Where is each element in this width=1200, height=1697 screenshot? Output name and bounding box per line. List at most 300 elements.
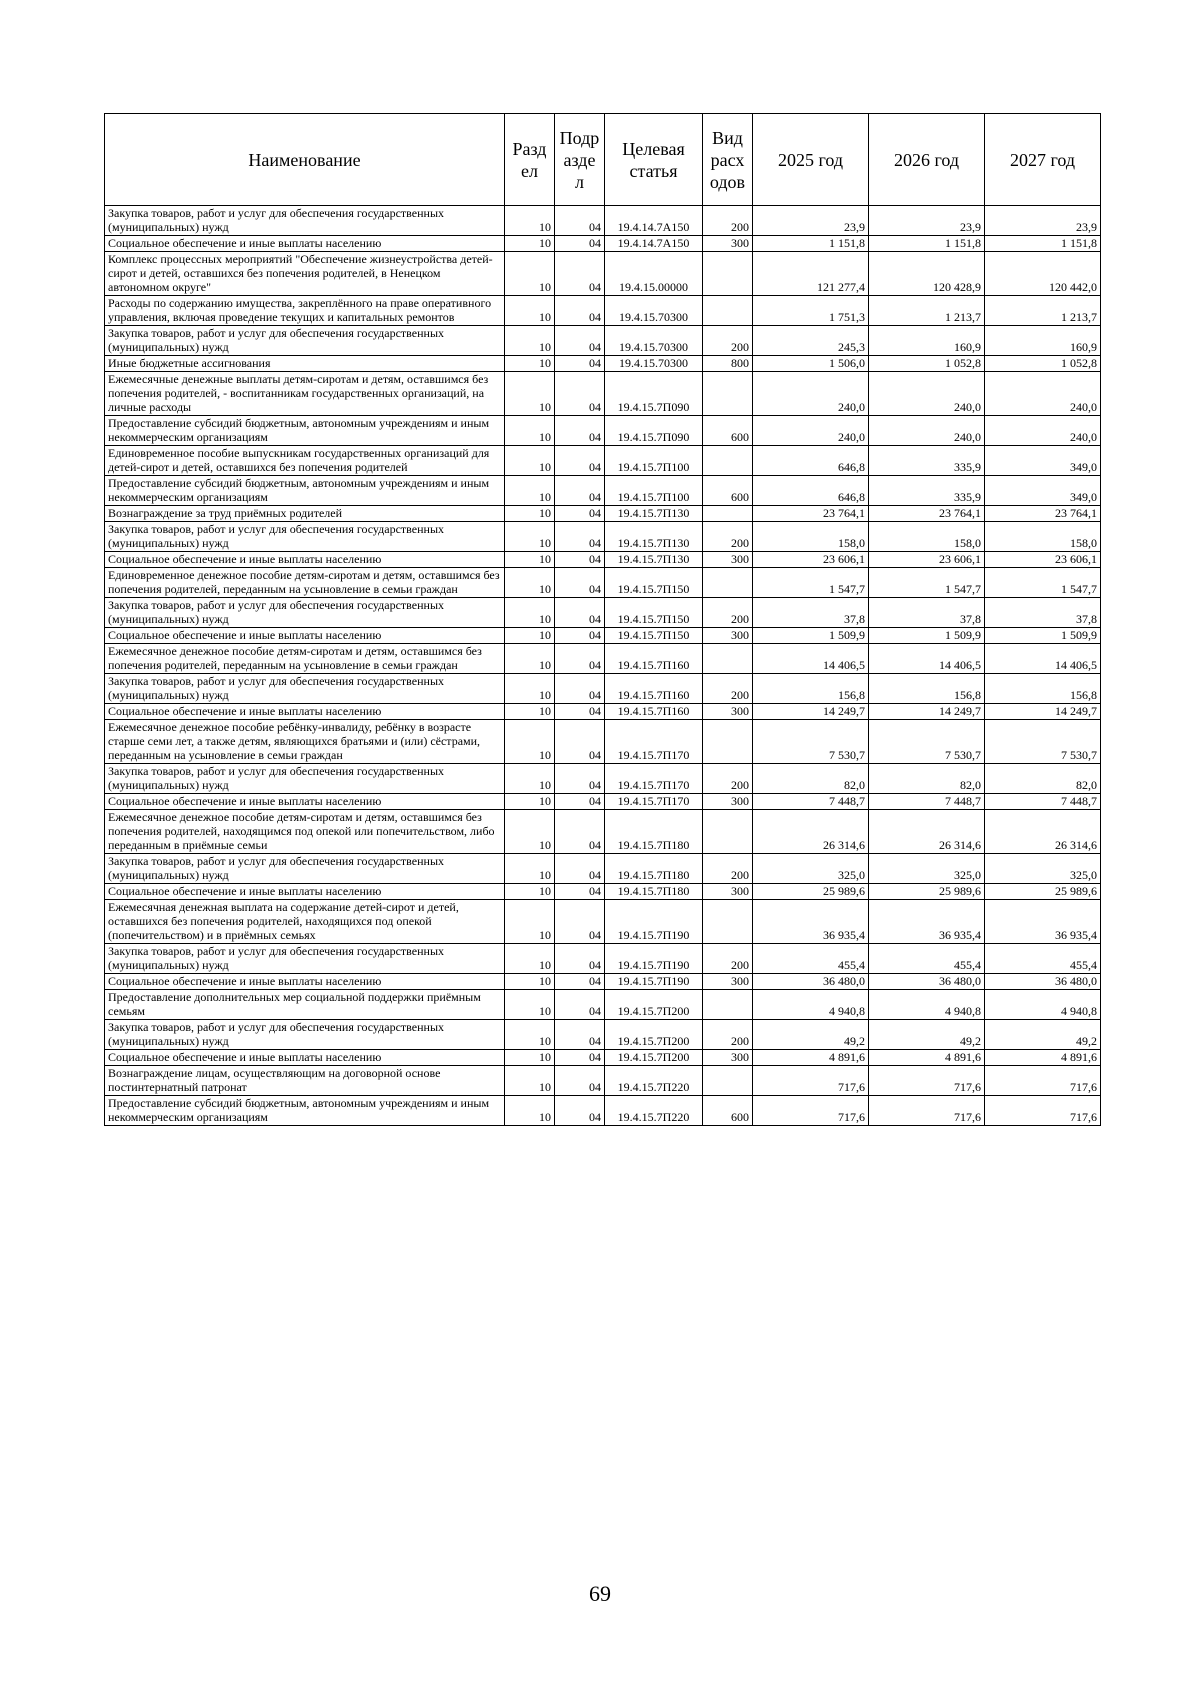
cell-target-item: 19.4.15.7П090	[605, 416, 703, 446]
header-name: Наименование	[105, 114, 505, 206]
cell-subsection: 04	[555, 644, 605, 674]
cell-name: Закупка товаров, работ и услуг для обеспечения государственных (муниципальных) нужд	[105, 764, 505, 794]
cell-name: Предоставление субсидий бюджетным, автономным учреждениям и иным некоммерческим организациям	[105, 476, 505, 506]
cell-expense-type: 300	[703, 974, 753, 990]
table-row	[105, 506, 1101, 522]
cell-subsection: 04	[555, 372, 605, 416]
cell-section: 10	[505, 1096, 555, 1126]
cell-year-2027: 23,9	[985, 206, 1101, 236]
table-row	[105, 794, 1101, 810]
cell-year-2025: 646,8	[753, 446, 869, 476]
cell-expense-type: 600	[703, 416, 753, 446]
cell-section: 10	[505, 252, 555, 296]
cell-target-item: 19.4.15.7П160	[605, 674, 703, 704]
cell-target-item: 19.4.15.7П200	[605, 1050, 703, 1066]
cell-expense-type: 800	[703, 356, 753, 372]
cell-year-2025: 23 764,1	[753, 506, 869, 522]
cell-subsection: 04	[555, 522, 605, 552]
cell-year-2025: 7 448,7	[753, 794, 869, 810]
table-row	[105, 552, 1101, 568]
cell-subsection: 04	[555, 326, 605, 356]
cell-expense-type: 300	[703, 236, 753, 252]
cell-year-2026: 25 989,6	[869, 884, 985, 900]
cell-section: 10	[505, 990, 555, 1020]
table-row	[105, 372, 1101, 416]
cell-year-2026: 4 891,6	[869, 1050, 985, 1066]
cell-target-item: 19.4.15.00000	[605, 252, 703, 296]
cell-name: Предоставление субсидий бюджетным, автономным учреждениям и иным некоммерческим организациям	[105, 416, 505, 446]
cell-year-2027: 4 940,8	[985, 990, 1101, 1020]
cell-subsection: 04	[555, 1096, 605, 1126]
cell-name: Социальное обеспечение и иные выплаты населению	[105, 628, 505, 644]
cell-subsection: 04	[555, 552, 605, 568]
cell-year-2025: 36 935,4	[753, 900, 869, 944]
cell-name: Ежемесячная денежная выплата на содержание детей-сирот и детей, оставшихся без попечения родителей, находящихся под опекой (попечительством) и в приёмных семьях	[105, 900, 505, 944]
cell-year-2027: 37,8	[985, 598, 1101, 628]
cell-subsection: 04	[555, 720, 605, 764]
header-section: Разд ел	[505, 114, 555, 206]
cell-year-2025: 717,6	[753, 1096, 869, 1126]
cell-expense-type: 200	[703, 854, 753, 884]
cell-year-2026: 36 480,0	[869, 974, 985, 990]
cell-subsection: 04	[555, 704, 605, 720]
cell-name: Ежемесячное денежное пособие детям-сиротам и детям, оставшимся без попечения родителей, переданным на усыновление в семьи граждан	[105, 644, 505, 674]
cell-year-2025: 1 506,0	[753, 356, 869, 372]
cell-section: 10	[505, 900, 555, 944]
cell-year-2025: 1 509,9	[753, 628, 869, 644]
cell-year-2025: 36 480,0	[753, 974, 869, 990]
cell-year-2025: 4 891,6	[753, 1050, 869, 1066]
cell-target-item: 19.4.15.7П150	[605, 568, 703, 598]
cell-year-2027: 49,2	[985, 1020, 1101, 1050]
cell-section: 10	[505, 416, 555, 446]
cell-year-2027: 158,0	[985, 522, 1101, 552]
table-row	[105, 884, 1101, 900]
cell-target-item: 19.4.15.7П220	[605, 1096, 703, 1126]
cell-section: 10	[505, 356, 555, 372]
cell-section: 10	[505, 326, 555, 356]
cell-expense-type: 200	[703, 326, 753, 356]
cell-name: Закупка товаров, работ и услуг для обеспечения государственных (муниципальных) нужд	[105, 944, 505, 974]
cell-target-item: 19.4.15.7П200	[605, 1020, 703, 1050]
cell-target-item: 19.4.15.7П160	[605, 704, 703, 720]
cell-section: 10	[505, 944, 555, 974]
cell-target-item: 19.4.15.7П180	[605, 810, 703, 854]
cell-name: Социальное обеспечение и иные выплаты населению	[105, 704, 505, 720]
cell-year-2026: 23 764,1	[869, 506, 985, 522]
table-row	[105, 764, 1101, 794]
cell-subsection: 04	[555, 1050, 605, 1066]
cell-expense-type: 600	[703, 476, 753, 506]
cell-year-2026: 455,4	[869, 944, 985, 974]
cell-name: Закупка товаров, работ и услуг для обеспечения государственных (муниципальных) нужд	[105, 674, 505, 704]
cell-name: Закупка товаров, работ и услуг для обеспечения государственных (муниципальных) нужд	[105, 522, 505, 552]
cell-section: 10	[505, 810, 555, 854]
cell-target-item: 19.4.15.7П150	[605, 628, 703, 644]
cell-year-2027: 14 249,7	[985, 704, 1101, 720]
cell-year-2026: 26 314,6	[869, 810, 985, 854]
cell-name: Ежемесячное денежное пособие детям-сиротам и детям, оставшимся без попечения родителей, находящимся под опекой или попечительством, либо переданным в приёмные семьи	[105, 810, 505, 854]
cell-year-2026: 240,0	[869, 372, 985, 416]
cell-target-item: 19.4.15.70300	[605, 326, 703, 356]
cell-target-item: 19.4.15.7П160	[605, 644, 703, 674]
table-row	[105, 854, 1101, 884]
cell-section: 10	[505, 598, 555, 628]
cell-year-2027: 23 606,1	[985, 552, 1101, 568]
table-row	[105, 674, 1101, 704]
cell-subsection: 04	[555, 296, 605, 326]
cell-target-item: 19.4.15.7П170	[605, 794, 703, 810]
cell-year-2026: 7 530,7	[869, 720, 985, 764]
cell-target-item: 19.4.15.7П130	[605, 552, 703, 568]
cell-expense-type: 200	[703, 764, 753, 794]
cell-subsection: 04	[555, 1066, 605, 1096]
table-row	[105, 644, 1101, 674]
cell-year-2025: 1 151,8	[753, 236, 869, 252]
table-row	[105, 1066, 1101, 1096]
table-row	[105, 476, 1101, 506]
cell-expense-type	[703, 506, 753, 522]
cell-year-2025: 240,0	[753, 372, 869, 416]
cell-expense-type: 200	[703, 522, 753, 552]
cell-year-2026: 14 406,5	[869, 644, 985, 674]
cell-expense-type	[703, 446, 753, 476]
cell-name: Закупка товаров, работ и услуг для обеспечения государственных (муниципальных) нужд	[105, 854, 505, 884]
cell-name: Вознаграждение лицам, осуществляющим на договорной основе постинтернатный патронат	[105, 1066, 505, 1096]
cell-expense-type: 300	[703, 794, 753, 810]
cell-year-2027: 4 891,6	[985, 1050, 1101, 1066]
cell-year-2025: 25 989,6	[753, 884, 869, 900]
cell-year-2025: 1 547,7	[753, 568, 869, 598]
cell-name: Закупка товаров, работ и услуг для обеспечения государственных (муниципальных) нужд	[105, 326, 505, 356]
cell-year-2025: 26 314,6	[753, 810, 869, 854]
cell-target-item: 19.4.14.7А150	[605, 206, 703, 236]
cell-year-2025: 14 249,7	[753, 704, 869, 720]
table-row	[105, 720, 1101, 764]
cell-name: Вознаграждение за труд приёмных родителей	[105, 506, 505, 522]
cell-year-2026: 1 052,8	[869, 356, 985, 372]
cell-subsection: 04	[555, 206, 605, 236]
table-header-row	[105, 114, 1101, 206]
cell-target-item: 19.4.15.7П220	[605, 1066, 703, 1096]
cell-subsection: 04	[555, 236, 605, 252]
cell-year-2026: 14 249,7	[869, 704, 985, 720]
cell-expense-type: 200	[703, 944, 753, 974]
cell-year-2026: 158,0	[869, 522, 985, 552]
cell-year-2026: 7 448,7	[869, 794, 985, 810]
table-row	[105, 990, 1101, 1020]
cell-year-2026: 23,9	[869, 206, 985, 236]
cell-name: Расходы по содержанию имущества, закреплённого на праве оперативного управления, включая проведение текущих и капитальных ремонтов	[105, 296, 505, 326]
cell-year-2026: 717,6	[869, 1066, 985, 1096]
cell-year-2026: 23 606,1	[869, 552, 985, 568]
cell-name: Закупка товаров, работ и услуг для обеспечения государственных (муниципальных) нужд	[105, 1020, 505, 1050]
table-row	[105, 252, 1101, 296]
header-year-2026: 2026 год	[869, 114, 985, 206]
cell-subsection: 04	[555, 884, 605, 900]
cell-section: 10	[505, 206, 555, 236]
cell-target-item: 19.4.15.7П180	[605, 854, 703, 884]
header-subsection: Подр азде л	[555, 114, 605, 206]
cell-year-2025: 14 406,5	[753, 644, 869, 674]
cell-name: Комплекс процессных мероприятий "Обеспечение жизнеустройства детей-сирот и детей, оставшихся без попечения родителей, в Ненецком автономном округе"	[105, 252, 505, 296]
cell-year-2026: 325,0	[869, 854, 985, 884]
cell-year-2026: 36 935,4	[869, 900, 985, 944]
table-row	[105, 704, 1101, 720]
cell-year-2027: 23 764,1	[985, 506, 1101, 522]
cell-year-2025: 646,8	[753, 476, 869, 506]
cell-subsection: 04	[555, 974, 605, 990]
cell-subsection: 04	[555, 252, 605, 296]
table-row	[105, 568, 1101, 598]
table-row	[105, 810, 1101, 854]
cell-target-item: 19.4.15.7П190	[605, 900, 703, 944]
cell-year-2025: 4 940,8	[753, 990, 869, 1020]
cell-target-item: 19.4.15.7П180	[605, 884, 703, 900]
table-row	[105, 206, 1101, 236]
cell-year-2025: 7 530,7	[753, 720, 869, 764]
cell-target-item: 19.4.15.7П090	[605, 372, 703, 416]
cell-expense-type	[703, 372, 753, 416]
table-row	[105, 1096, 1101, 1126]
cell-subsection: 04	[555, 568, 605, 598]
cell-expense-type	[703, 720, 753, 764]
cell-subsection: 04	[555, 764, 605, 794]
table-row	[105, 1050, 1101, 1066]
header-target-item: Целевая статья	[605, 114, 703, 206]
cell-year-2027: 14 406,5	[985, 644, 1101, 674]
cell-section: 10	[505, 446, 555, 476]
cell-section: 10	[505, 476, 555, 506]
cell-target-item: 19.4.15.7П130	[605, 506, 703, 522]
cell-year-2026: 1 213,7	[869, 296, 985, 326]
cell-target-item: 19.4.15.7П170	[605, 764, 703, 794]
cell-section: 10	[505, 794, 555, 810]
cell-year-2027: 1 509,9	[985, 628, 1101, 644]
cell-expense-type	[703, 252, 753, 296]
cell-expense-type: 300	[703, 884, 753, 900]
cell-year-2027: 1 547,7	[985, 568, 1101, 598]
table-row	[105, 356, 1101, 372]
cell-year-2025: 158,0	[753, 522, 869, 552]
cell-expense-type	[703, 568, 753, 598]
cell-name: Закупка товаров, работ и услуг для обеспечения государственных (муниципальных) нужд	[105, 598, 505, 628]
budget-table	[104, 113, 1101, 1126]
cell-section: 10	[505, 644, 555, 674]
cell-subsection: 04	[555, 416, 605, 446]
cell-year-2027: 1 052,8	[985, 356, 1101, 372]
cell-name: Социальное обеспечение и иные выплаты населению	[105, 552, 505, 568]
cell-year-2027: 82,0	[985, 764, 1101, 794]
cell-year-2026: 4 940,8	[869, 990, 985, 1020]
cell-section: 10	[505, 552, 555, 568]
cell-year-2025: 23 606,1	[753, 552, 869, 568]
cell-name: Предоставление субсидий бюджетным, автономным учреждениям и иным некоммерческим организациям	[105, 1096, 505, 1126]
cell-target-item: 19.4.15.7П150	[605, 598, 703, 628]
cell-year-2027: 325,0	[985, 854, 1101, 884]
cell-year-2026: 335,9	[869, 476, 985, 506]
cell-subsection: 04	[555, 900, 605, 944]
cell-subsection: 04	[555, 598, 605, 628]
cell-target-item: 19.4.15.7П200	[605, 990, 703, 1020]
cell-expense-type	[703, 990, 753, 1020]
cell-section: 10	[505, 1050, 555, 1066]
cell-year-2027: 240,0	[985, 416, 1101, 446]
cell-year-2027: 7 530,7	[985, 720, 1101, 764]
cell-subsection: 04	[555, 476, 605, 506]
header-year-2025: 2025 год	[753, 114, 869, 206]
cell-year-2025: 1 751,3	[753, 296, 869, 326]
cell-section: 10	[505, 522, 555, 552]
cell-subsection: 04	[555, 990, 605, 1020]
cell-target-item: 19.4.15.7П100	[605, 446, 703, 476]
cell-year-2027: 1 213,7	[985, 296, 1101, 326]
cell-subsection: 04	[555, 854, 605, 884]
cell-name: Предоставление дополнительных мер социальной поддержки приёмным семьям	[105, 990, 505, 1020]
cell-name: Ежемесячные денежные выплаты детям-сиротам и детям, оставшимся без попечения родителей, - воспитанникам государственных организаций, на личные расходы	[105, 372, 505, 416]
cell-target-item: 19.4.15.7П100	[605, 476, 703, 506]
cell-year-2025: 23,9	[753, 206, 869, 236]
cell-expense-type	[703, 644, 753, 674]
cell-expense-type: 600	[703, 1096, 753, 1126]
cell-section: 10	[505, 764, 555, 794]
cell-year-2025: 717,6	[753, 1066, 869, 1096]
cell-expense-type: 300	[703, 628, 753, 644]
table-row	[105, 628, 1101, 644]
cell-section: 10	[505, 1066, 555, 1096]
cell-expense-type: 200	[703, 206, 753, 236]
cell-subsection: 04	[555, 1020, 605, 1050]
cell-expense-type	[703, 1066, 753, 1096]
table-row	[105, 1020, 1101, 1050]
cell-year-2026: 1 547,7	[869, 568, 985, 598]
cell-target-item: 19.4.15.7П170	[605, 720, 703, 764]
cell-year-2026: 49,2	[869, 1020, 985, 1050]
table-row	[105, 974, 1101, 990]
cell-name: Социальное обеспечение и иные выплаты населению	[105, 1050, 505, 1066]
cell-section: 10	[505, 296, 555, 326]
cell-expense-type	[703, 900, 753, 944]
cell-year-2025: 49,2	[753, 1020, 869, 1050]
cell-year-2027: 717,6	[985, 1096, 1101, 1126]
cell-year-2027: 120 442,0	[985, 252, 1101, 296]
cell-expense-type: 300	[703, 1050, 753, 1066]
table-row	[105, 598, 1101, 628]
cell-name: Иные бюджетные ассигнования	[105, 356, 505, 372]
cell-section: 10	[505, 884, 555, 900]
cell-subsection: 04	[555, 944, 605, 974]
cell-year-2027: 240,0	[985, 372, 1101, 416]
table-row	[105, 522, 1101, 552]
cell-expense-type: 200	[703, 1020, 753, 1050]
cell-expense-type	[703, 296, 753, 326]
cell-name: Ежемесячное денежное пособие ребёнку-инвалиду, ребёнку в возрасте старше семи лет, а также детям, являющихся братьями и (или) сёстрами, переданным на усыновление в семьи граждан	[105, 720, 505, 764]
cell-year-2027: 1 151,8	[985, 236, 1101, 252]
cell-year-2027: 717,6	[985, 1066, 1101, 1096]
cell-section: 10	[505, 704, 555, 720]
cell-name: Единовременное денежное пособие детям-сиротам и детям, оставшимся без попечения родителей, переданным на усыновление в семьи граждан	[105, 568, 505, 598]
cell-section: 10	[505, 854, 555, 884]
header-expense-type: Вид расх одов	[703, 114, 753, 206]
table-row	[105, 944, 1101, 974]
cell-subsection: 04	[555, 628, 605, 644]
table-row	[105, 900, 1101, 944]
cell-expense-type: 300	[703, 552, 753, 568]
cell-name: Социальное обеспечение и иные выплаты населению	[105, 236, 505, 252]
table-row	[105, 446, 1101, 476]
cell-year-2026: 717,6	[869, 1096, 985, 1126]
cell-year-2026: 120 428,9	[869, 252, 985, 296]
cell-year-2027: 7 448,7	[985, 794, 1101, 810]
cell-year-2025: 245,3	[753, 326, 869, 356]
cell-subsection: 04	[555, 810, 605, 854]
cell-section: 10	[505, 372, 555, 416]
cell-year-2025: 325,0	[753, 854, 869, 884]
cell-name: Социальное обеспечение и иные выплаты населению	[105, 884, 505, 900]
cell-subsection: 04	[555, 674, 605, 704]
cell-year-2027: 349,0	[985, 446, 1101, 476]
cell-year-2026: 1 509,9	[869, 628, 985, 644]
cell-subsection: 04	[555, 506, 605, 522]
cell-year-2026: 1 151,8	[869, 236, 985, 252]
cell-name: Социальное обеспечение и иные выплаты населению	[105, 794, 505, 810]
cell-name: Закупка товаров, работ и услуг для обеспечения государственных (муниципальных) нужд	[105, 206, 505, 236]
cell-year-2027: 156,8	[985, 674, 1101, 704]
cell-year-2026: 160,9	[869, 326, 985, 356]
cell-expense-type: 200	[703, 598, 753, 628]
cell-target-item: 19.4.14.7А150	[605, 236, 703, 252]
cell-target-item: 19.4.15.7П190	[605, 944, 703, 974]
cell-section: 10	[505, 568, 555, 598]
table-row	[105, 416, 1101, 446]
cell-section: 10	[505, 1020, 555, 1050]
cell-target-item: 19.4.15.7П130	[605, 522, 703, 552]
cell-year-2026: 335,9	[869, 446, 985, 476]
cell-year-2027: 25 989,6	[985, 884, 1101, 900]
cell-section: 10	[505, 506, 555, 522]
cell-section: 10	[505, 628, 555, 644]
cell-year-2027: 36 480,0	[985, 974, 1101, 990]
cell-expense-type	[703, 810, 753, 854]
cell-target-item: 19.4.15.70300	[605, 356, 703, 372]
cell-year-2027: 26 314,6	[985, 810, 1101, 854]
cell-year-2027: 160,9	[985, 326, 1101, 356]
cell-expense-type: 300	[703, 704, 753, 720]
cell-name: Единовременное пособие выпускникам государственных организаций для детей-сирот и детей, оставшихся без попечения родителей	[105, 446, 505, 476]
table-row	[105, 236, 1101, 252]
cell-name: Социальное обеспечение и иные выплаты населению	[105, 974, 505, 990]
cell-year-2026: 37,8	[869, 598, 985, 628]
cell-subsection: 04	[555, 794, 605, 810]
cell-section: 10	[505, 236, 555, 252]
cell-subsection: 04	[555, 356, 605, 372]
cell-year-2025: 156,8	[753, 674, 869, 704]
header-year-2027: 2027 год	[985, 114, 1101, 206]
table-row	[105, 296, 1101, 326]
cell-year-2025: 82,0	[753, 764, 869, 794]
page-number: 69	[589, 1581, 611, 1606]
cell-year-2027: 36 935,4	[985, 900, 1101, 944]
cell-year-2025: 240,0	[753, 416, 869, 446]
cell-section: 10	[505, 674, 555, 704]
cell-expense-type: 200	[703, 674, 753, 704]
cell-year-2027: 455,4	[985, 944, 1101, 974]
cell-year-2025: 121 277,4	[753, 252, 869, 296]
table-row	[105, 326, 1101, 356]
table-body	[105, 206, 1101, 1126]
cell-target-item: 19.4.15.7П190	[605, 974, 703, 990]
cell-year-2025: 37,8	[753, 598, 869, 628]
